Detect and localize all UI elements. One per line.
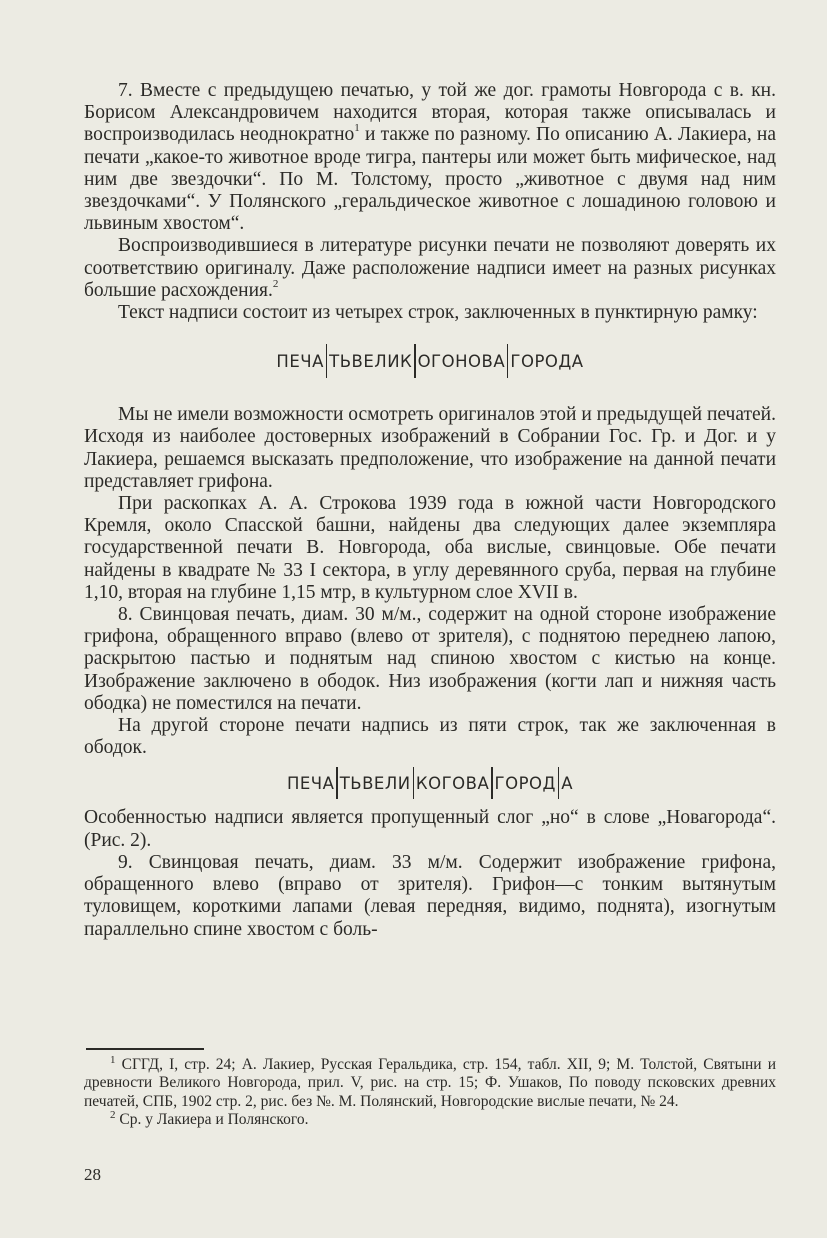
seal-inscription-2 <box>84 763 776 803</box>
inscription-2-line-2: ТЬВЕЛИ <box>339 773 411 793</box>
paragraph-8: 8. Свинцовая печать, диам. 30 м/м., содержит на одной стороне изображение грифона, обращенного вправо (влево от зрителя), с поднятою переднею лапою, раскрытою пастью и поднятым над спиною хвостом с кистью на конце. Изображение заключено в ободок. Низ изображения (когти лап и нижняя часть ободка) не поместился на печати. <box>84 604 776 714</box>
inscription-1-line-4: ГОРОДА <box>510 351 584 371</box>
inscription-divider <box>507 344 508 378</box>
inscription-2-line-3: КОГОВА <box>415 773 490 793</box>
footnote-1-text: СГГД, I, стр. 24; А. Лакиер, Русская Геральдика, стр. 154, табл. XII, 9; М. Толстой, Святыни и древности Великого Новгорода, прил. V, рис. на стр. 15; Ф. Ушаков, По поводу псковских древних печатей, СПБ, 1902 стр. 2, рис. без №. М. Полянский, Новгородские вислые печати, № 24. <box>84 1055 777 1110</box>
paragraph-7-text: 7. Вместе с предыдущею печатью, у той же дог. грамоты Новгорода с в. кн. Борисом Александровичем находится вторая, которая также описывалась и воспроизводилась неоднократно <box>84 80 776 146</box>
inscription-divider <box>336 767 337 799</box>
inscription-divider <box>491 767 492 799</box>
footnote-ref-2: 2 <box>272 277 279 290</box>
inscription-1-line-2: ТЬВЕЛИК <box>329 351 413 371</box>
paragraph-inscription-intro: Текст надписи состоит из четырех строк, заключенных в пунктирную рамку: <box>118 302 758 324</box>
footnote-2 <box>84 1111 776 1130</box>
paragraph-9: 9. Свинцовая печать, диам. 33 м/м. Содержит изображение грифона, обращенного влево (вправо от зрителя). Грифон—с тонким вытянутым туловищем, короткими лапами (левая передняя, видимо, поднята), изогнутым параллельно спине хвостом с боль- <box>84 851 776 940</box>
paragraph-reproductions <box>84 235 776 302</box>
inscription-2-line-5: А <box>561 773 574 793</box>
inscription-2-line-4: ГОРОД <box>494 773 556 793</box>
paragraph-7-text-tail: и также по разному. По описанию А. Лакиера, на печати „какое-то животное вроде тигра, пантеры или может быть мифическое, над ним две звездочки“. По М. Толстому, просто „животное с двумя над ним звездочками“. У Полянского „геральдическое животное с лошадиною головою и львиным хвостом“. <box>84 124 776 235</box>
inscription-1-line-1: ПЕЧА <box>276 351 324 371</box>
footnote-2-number: 2 <box>110 1109 116 1122</box>
inscription-divider <box>413 767 414 799</box>
inscription-2-line-1: ПЕЧА <box>286 773 335 793</box>
inscription-divider <box>558 767 559 799</box>
paragraph-other-side: На другой стороне печати надпись из пяти строк, так же заключенная в ободок. <box>84 715 776 759</box>
paragraph-inscription-note: Особенностью надписи является пропущенный слог „но“ в слове „Новагорода“. (Рис. 2). <box>84 807 776 851</box>
footnote-ref-1: 1 <box>354 122 360 135</box>
page-number: 28 <box>84 1165 101 1184</box>
inscription-1-line-3: ОГОНОВА <box>417 351 506 371</box>
paragraph-griffin-hypothesis: Мы не имели возможности осмотреть оригиналов этой и предыдущей печатей. Исходя из наиболее достоверных изображений в Собрании Гос. Гр. и Дог. и у Лакиера, решаемся высказать предположение, что изображение на данной печати представляет грифона. <box>84 404 776 492</box>
footnote-1-number: 1 <box>110 1053 116 1066</box>
paragraph-reproductions-text: Воспроизводившиеся в литературе рисунки печати не позволяют доверять их соответствию оригиналу. Даже расположение надписи имеет на разных рисунках большие расхождения. <box>84 235 776 301</box>
footnote-rule <box>86 1048 204 1050</box>
footnote-2-text: Ср. у Лакиера и Полянского. <box>119 1111 309 1129</box>
inscription-divider <box>326 344 327 378</box>
footnote-1 <box>84 1053 777 1112</box>
body-text <box>84 80 776 941</box>
seal-inscription-1 <box>84 340 776 382</box>
footnotes <box>84 1048 776 1130</box>
paragraph-excavation: При раскопках А. А. Строкова 1939 года в южной части Новгородского Кремля, около Спасской башни, найдены два следующих далее экземпляра государственной печати В. Новгорода, оба вислые, свинцовые. Обе печати найдены в квадрате № 33 I сектора, в углу деревянного сруба, первая на глубине 1,10, вторая на глубине 1,15 мтр, в культурном слое XVII в. <box>84 493 776 603</box>
inscription-divider <box>414 344 415 378</box>
paragraph-7 <box>84 80 776 235</box>
